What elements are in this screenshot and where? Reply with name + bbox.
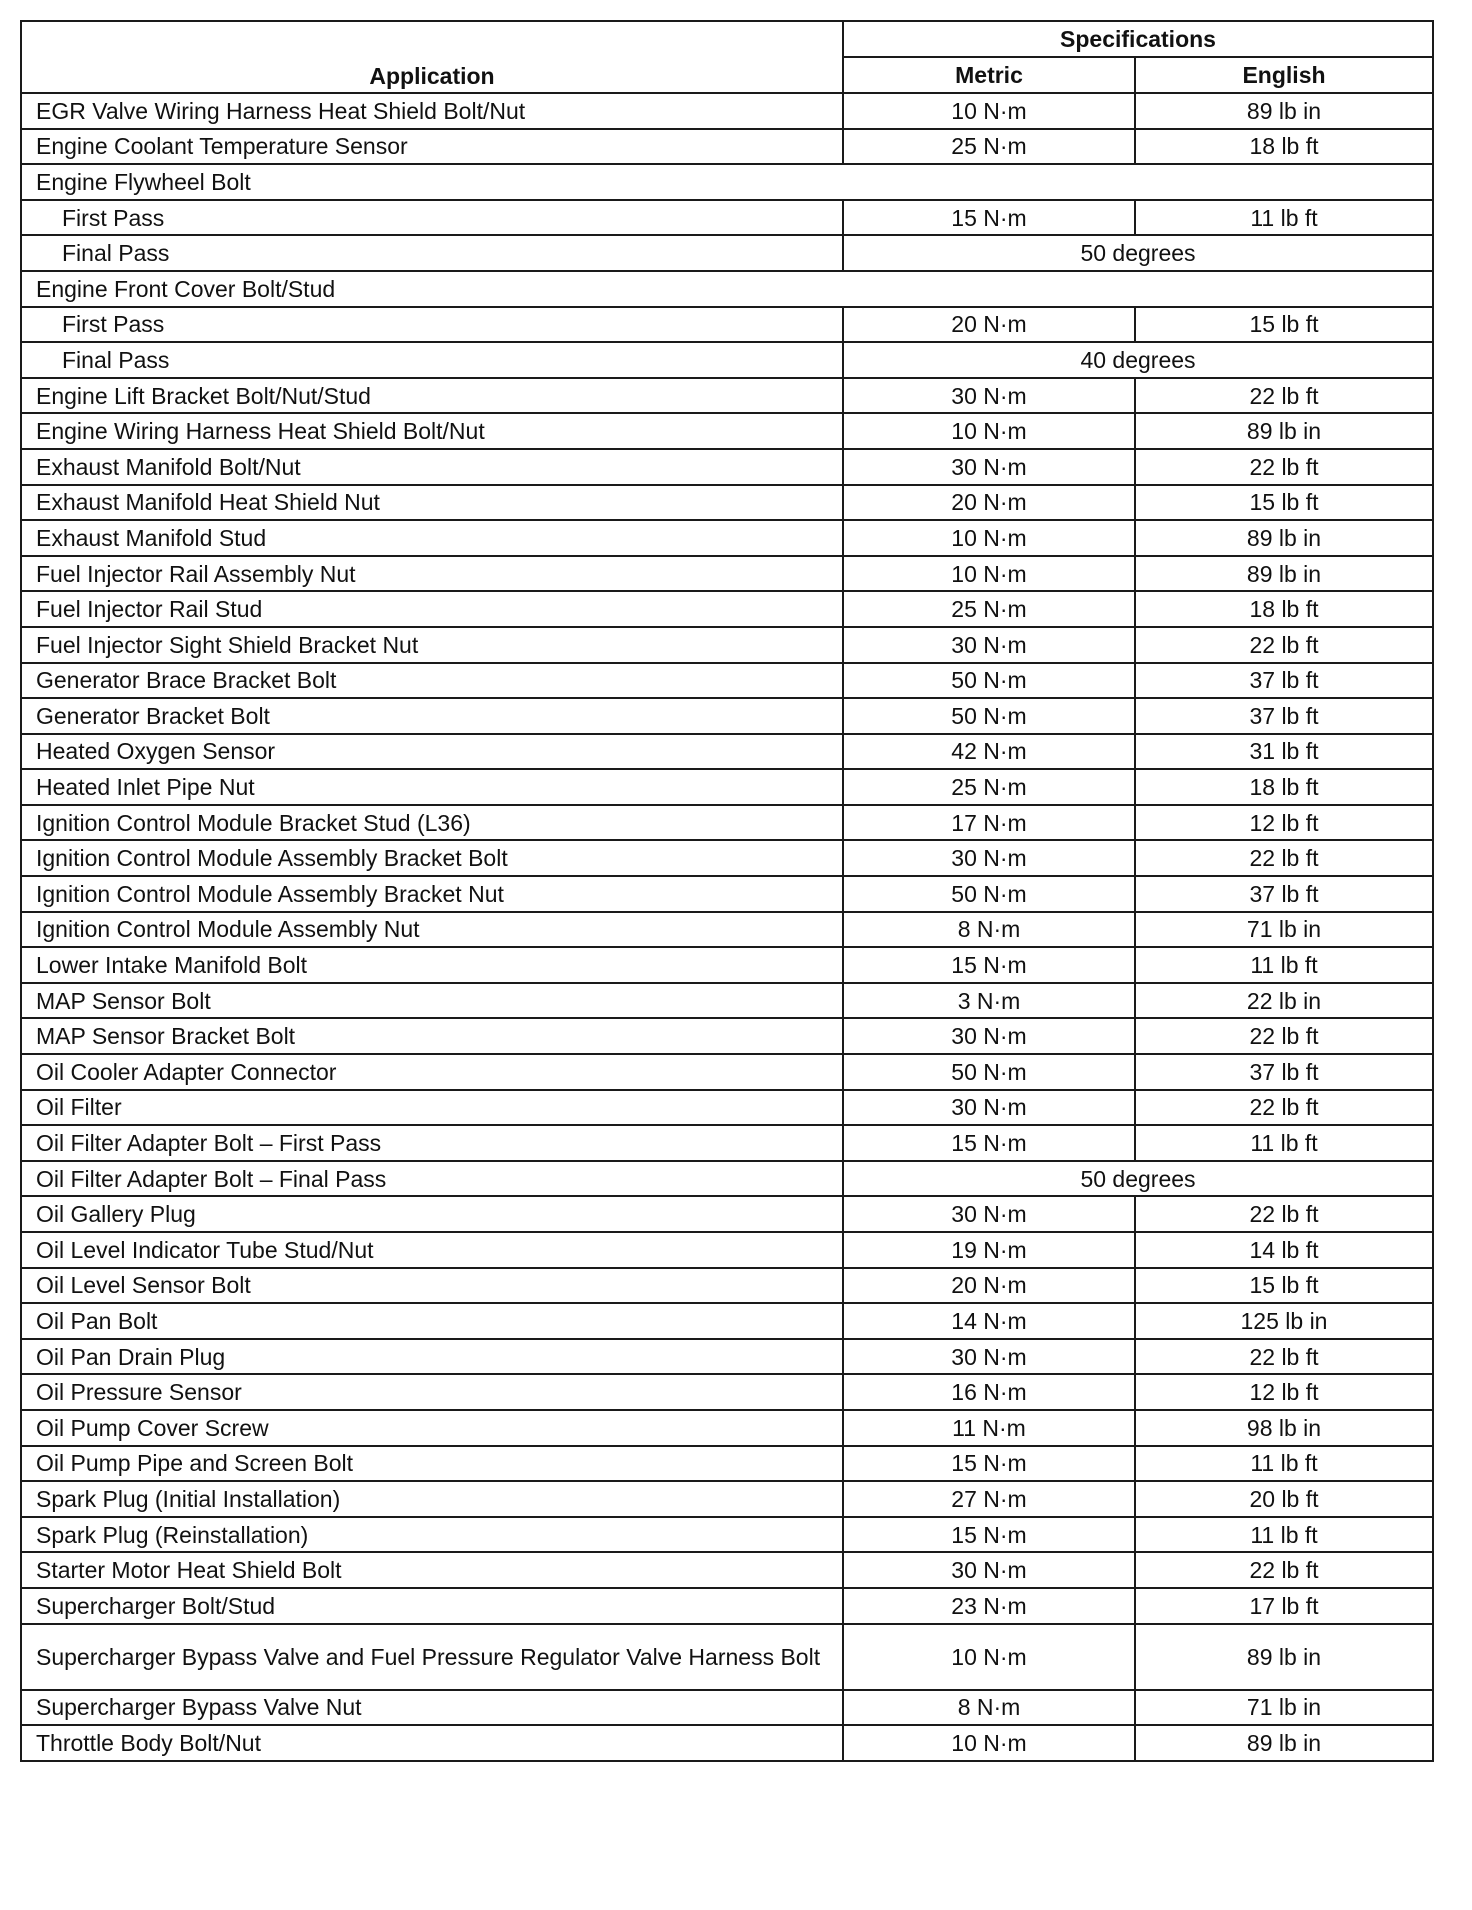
application-cell: Fuel Injector Rail Assembly Nut [21,556,843,592]
metric-column-header: Metric [843,57,1135,93]
application-cell: First Pass [21,307,843,343]
metric-cell: 10 N·m [843,556,1135,592]
english-cell: 20 lb ft [1135,1481,1433,1517]
metric-cell: 23 N·m [843,1588,1135,1624]
table-row [21,1161,1433,1197]
table-row [21,1232,1433,1268]
english-cell: 15 lb ft [1135,1268,1433,1304]
table-row [21,1690,1433,1726]
application-cell: Final Pass [21,342,843,378]
combined-spec-cell: 50 degrees [843,235,1433,271]
table-row [21,556,1433,592]
table-row [21,413,1433,449]
application-cell: Exhaust Manifold Bolt/Nut [21,449,843,485]
combined-spec-cell: 50 degrees [843,1161,1433,1197]
table-row [21,485,1433,521]
metric-cell: 20 N·m [843,307,1135,343]
application-cell: Ignition Control Module Bracket Stud (L36) [21,805,843,841]
english-cell: 22 lb ft [1135,840,1433,876]
table-row [21,840,1433,876]
table-row [21,129,1433,165]
application-cell: MAP Sensor Bolt [21,983,843,1019]
application-column-header: Application [21,21,843,93]
metric-cell: 27 N·m [843,1481,1135,1517]
table-row [21,1339,1433,1375]
english-cell: 89 lb in [1135,520,1433,556]
application-cell: Starter Motor Heat Shield Bolt [21,1552,843,1588]
metric-cell: 10 N·m [843,1725,1135,1761]
table-row [21,663,1433,699]
metric-cell: 10 N·m [843,413,1135,449]
application-cell: First Pass [21,200,843,236]
english-cell: 22 lb ft [1135,627,1433,663]
english-cell: 125 lb in [1135,1303,1433,1339]
metric-cell: 16 N·m [843,1374,1135,1410]
table-section-row [21,271,1433,307]
application-cell: Spark Plug (Reinstallation) [21,1517,843,1553]
english-cell: 22 lb ft [1135,1339,1433,1375]
table-row [21,1268,1433,1304]
english-cell: 89 lb in [1135,413,1433,449]
english-cell: 89 lb in [1135,93,1433,129]
table-row [21,449,1433,485]
table-row [21,591,1433,627]
table-row [21,1410,1433,1446]
table-row [21,805,1433,841]
combined-spec-cell: 40 degrees [843,342,1433,378]
application-cell: EGR Valve Wiring Harness Heat Shield Bolt/Nut [21,93,843,129]
metric-cell: 8 N·m [843,1690,1135,1726]
table-row [21,1196,1433,1232]
table-row [21,1054,1433,1090]
metric-cell: 30 N·m [843,1090,1135,1126]
table-row [21,1374,1433,1410]
table-row [21,1725,1433,1761]
metric-cell: 30 N·m [843,1339,1135,1375]
application-cell: Oil Filter Adapter Bolt – Final Pass [21,1161,843,1197]
torque-specifications-table [20,20,1434,1762]
metric-cell: 20 N·m [843,1268,1135,1304]
application-cell: Supercharger Bypass Valve and Fuel Pressure Regulator Valve Harness Bolt [21,1624,843,1690]
application-cell: Exhaust Manifold Stud [21,520,843,556]
metric-cell: 30 N·m [843,1018,1135,1054]
metric-cell: 10 N·m [843,1624,1135,1690]
metric-cell: 50 N·m [843,698,1135,734]
table-row [21,200,1433,236]
application-cell: Oil Pump Pipe and Screen Bolt [21,1446,843,1482]
application-cell: Lower Intake Manifold Bolt [21,947,843,983]
application-cell: Oil Gallery Plug [21,1196,843,1232]
metric-cell: 15 N·m [843,1125,1135,1161]
table-row [21,876,1433,912]
table-row [21,235,1433,271]
metric-cell: 42 N·m [843,734,1135,770]
metric-cell: 19 N·m [843,1232,1135,1268]
application-cell: Heated Inlet Pipe Nut [21,769,843,805]
table-row [21,1624,1433,1690]
application-cell: Ignition Control Module Assembly Nut [21,912,843,948]
metric-cell: 15 N·m [843,1446,1135,1482]
application-cell: Engine Lift Bracket Bolt/Nut/Stud [21,378,843,414]
english-cell: 71 lb in [1135,912,1433,948]
application-cell: Oil Level Sensor Bolt [21,1268,843,1304]
table-row [21,1090,1433,1126]
table-row [21,520,1433,556]
english-cell: 12 lb ft [1135,1374,1433,1410]
application-cell: Spark Plug (Initial Installation) [21,1481,843,1517]
english-cell: 22 lb ft [1135,1196,1433,1232]
application-cell: Oil Filter Adapter Bolt – First Pass [21,1125,843,1161]
table-row [21,983,1433,1019]
application-cell: Ignition Control Module Assembly Bracket Bolt [21,840,843,876]
metric-cell: 50 N·m [843,663,1135,699]
english-cell: 12 lb ft [1135,805,1433,841]
english-cell: 22 lb ft [1135,1090,1433,1126]
english-cell: 37 lb ft [1135,663,1433,699]
metric-cell: 50 N·m [843,876,1135,912]
table-row [21,1588,1433,1624]
application-cell: Final Pass [21,235,843,271]
metric-cell: 14 N·m [843,1303,1135,1339]
application-cell: Oil Pressure Sensor [21,1374,843,1410]
metric-cell: 17 N·m [843,805,1135,841]
table-row [21,1018,1433,1054]
application-cell: Oil Filter [21,1090,843,1126]
table-row [21,1517,1433,1553]
english-cell: 98 lb in [1135,1410,1433,1446]
english-cell: 22 lb ft [1135,378,1433,414]
application-cell: Oil Pan Bolt [21,1303,843,1339]
metric-cell: 30 N·m [843,449,1135,485]
application-cell: Oil Level Indicator Tube Stud/Nut [21,1232,843,1268]
metric-cell: 25 N·m [843,769,1135,805]
application-cell: Generator Bracket Bolt [21,698,843,734]
table-row [21,912,1433,948]
application-cell: Engine Flywheel Bolt [21,164,1433,200]
table-body [21,93,1433,1761]
application-cell: Heated Oxygen Sensor [21,734,843,770]
metric-cell: 3 N·m [843,983,1135,1019]
application-cell: Oil Cooler Adapter Connector [21,1054,843,1090]
application-cell: Oil Pump Cover Screw [21,1410,843,1446]
metric-cell: 10 N·m [843,520,1135,556]
table-row [21,734,1433,770]
english-cell: 15 lb ft [1135,307,1433,343]
english-cell: 18 lb ft [1135,769,1433,805]
metric-cell: 10 N·m [843,93,1135,129]
table-row [21,947,1433,983]
application-cell: Generator Brace Bracket Bolt [21,663,843,699]
english-cell: 22 lb ft [1135,1018,1433,1054]
english-cell: 89 lb in [1135,1624,1433,1690]
application-cell: Oil Pan Drain Plug [21,1339,843,1375]
application-cell: Throttle Body Bolt/Nut [21,1725,843,1761]
application-cell: Supercharger Bypass Valve Nut [21,1690,843,1726]
english-cell: 15 lb ft [1135,485,1433,521]
english-cell: 18 lb ft [1135,129,1433,165]
table-row [21,307,1433,343]
metric-cell: 30 N·m [843,1552,1135,1588]
metric-cell: 50 N·m [843,1054,1135,1090]
table-row [21,1552,1433,1588]
table-row [21,378,1433,414]
application-cell: Exhaust Manifold Heat Shield Nut [21,485,843,521]
table-section-row [21,164,1433,200]
application-cell: Fuel Injector Rail Stud [21,591,843,627]
english-cell: 18 lb ft [1135,591,1433,627]
table-row [21,1125,1433,1161]
english-cell: 89 lb in [1135,1725,1433,1761]
english-cell: 37 lb ft [1135,1054,1433,1090]
table-row [21,627,1433,663]
english-cell: 11 lb ft [1135,1446,1433,1482]
specifications-column-header: Specifications [843,21,1433,57]
english-cell: 17 lb ft [1135,1588,1433,1624]
english-cell: 31 lb ft [1135,734,1433,770]
metric-cell: 30 N·m [843,1196,1135,1232]
application-cell: Engine Coolant Temperature Sensor [21,129,843,165]
application-cell: Fuel Injector Sight Shield Bracket Nut [21,627,843,663]
table-row [21,698,1433,734]
english-cell: 37 lb ft [1135,876,1433,912]
metric-cell: 15 N·m [843,947,1135,983]
english-cell: 22 lb in [1135,983,1433,1019]
application-cell: Engine Wiring Harness Heat Shield Bolt/Nut [21,413,843,449]
table-row [21,1446,1433,1482]
metric-cell: 30 N·m [843,378,1135,414]
metric-cell: 15 N·m [843,200,1135,236]
application-cell: Engine Front Cover Bolt/Stud [21,271,1433,307]
metric-cell: 8 N·m [843,912,1135,948]
application-cell: MAP Sensor Bracket Bolt [21,1018,843,1054]
metric-cell: 20 N·m [843,485,1135,521]
english-column-header: English [1135,57,1433,93]
english-cell: 71 lb in [1135,1690,1433,1726]
english-cell: 89 lb in [1135,556,1433,592]
metric-cell: 25 N·m [843,129,1135,165]
table-row [21,93,1433,129]
table-header [21,21,1433,93]
english-cell: 11 lb ft [1135,1517,1433,1553]
application-cell: Ignition Control Module Assembly Bracket Nut [21,876,843,912]
english-cell: 22 lb ft [1135,1552,1433,1588]
metric-cell: 25 N·m [843,591,1135,627]
table-row [21,342,1433,378]
table-row [21,1481,1433,1517]
metric-cell: 30 N·m [843,840,1135,876]
table-row [21,769,1433,805]
metric-cell: 30 N·m [843,627,1135,663]
application-cell: Supercharger Bolt/Stud [21,1588,843,1624]
english-cell: 11 lb ft [1135,947,1433,983]
english-cell: 14 lb ft [1135,1232,1433,1268]
english-cell: 37 lb ft [1135,698,1433,734]
table-row [21,1303,1433,1339]
english-cell: 11 lb ft [1135,200,1433,236]
metric-cell: 15 N·m [843,1517,1135,1553]
english-cell: 11 lb ft [1135,1125,1433,1161]
metric-cell: 11 N·m [843,1410,1135,1446]
english-cell: 22 lb ft [1135,449,1433,485]
